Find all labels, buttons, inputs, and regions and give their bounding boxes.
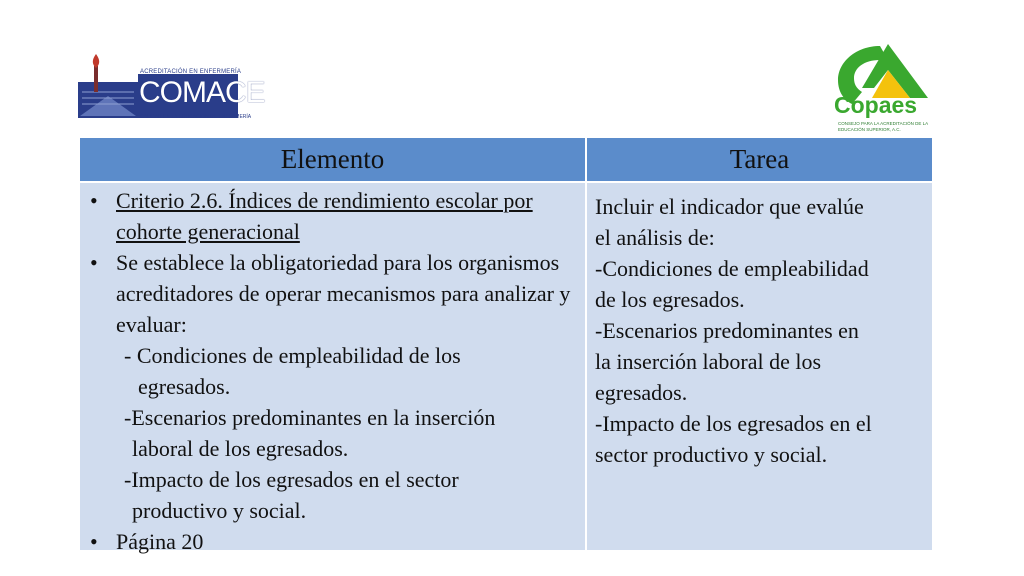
comace-name: COMACE: [139, 76, 265, 109]
tarea-line: -Impacto de los egresados en el: [595, 411, 872, 436]
elemento-cell: [80, 183, 587, 554]
tarea-line: Incluir el indicador que evalúe: [595, 194, 864, 219]
tarea-line: la inserción laboral de los: [595, 349, 822, 374]
comace-caption-bottom: CALIDAD EN LA EDUCACIÓN DE ENFERMERÍA: [140, 114, 252, 120]
sub-list-item: [88, 340, 579, 402]
tarea-line: el análisis de:: [595, 225, 715, 250]
copaes-caption: CONSEJO PARA LA ACREDITACIÓN DE LA EDUCACIÓN SUPERIOR, A.C.: [838, 121, 928, 132]
sub-item-cont: egresados.: [138, 374, 231, 399]
table-header-row: [80, 138, 932, 181]
sub-item-cont: laboral de los egresados.: [132, 436, 349, 461]
bullet-icon: •: [90, 188, 98, 213]
table-body-row: [80, 181, 932, 554]
tarea-line: egresados.: [595, 380, 688, 405]
tarea-line: -Escenarios predominantes en: [595, 318, 859, 343]
tarea-line: sector productivo y social.: [595, 442, 828, 467]
header-elemento: Elemento: [80, 138, 587, 181]
bullet-icon: •: [90, 250, 98, 275]
obligatoriedad-text: Se establece la obligatoriedad para los organismos acreditadores de operar mecanismos para analizar y evaluar:: [116, 250, 571, 337]
sub-list-item: [88, 402, 579, 464]
list-item: [88, 526, 579, 557]
tarea-cell: [587, 183, 932, 550]
bullet-icon: •: [90, 529, 98, 554]
comace-caption-top: ACREDITACIÓN EN ENFERMERÍA: [140, 69, 242, 75]
header-tarea: Tarea: [587, 138, 932, 181]
criteria-table: [80, 138, 932, 554]
tarea-line: -Condiciones de empleabilidad: [595, 256, 869, 281]
sub-item-text: - Condiciones de empleabilidad de los: [124, 343, 461, 368]
page-reference: Página 20: [116, 529, 204, 554]
sub-item-text: -Escenarios predominantes en la inserción: [124, 405, 496, 430]
list-item: [88, 185, 579, 247]
list-item: [88, 247, 579, 340]
criterio-text: Criterio 2.6. Índices de rendimiento escolar por cohorte generacional: [116, 188, 533, 244]
copaes-name: Copaes: [834, 92, 918, 118]
tarea-line: de los egresados.: [595, 287, 745, 312]
sub-list-item: [88, 464, 579, 526]
sub-item-cont: productivo y social.: [132, 498, 307, 523]
sub-item-text: -Impacto de los egresados en el sector: [124, 467, 459, 492]
